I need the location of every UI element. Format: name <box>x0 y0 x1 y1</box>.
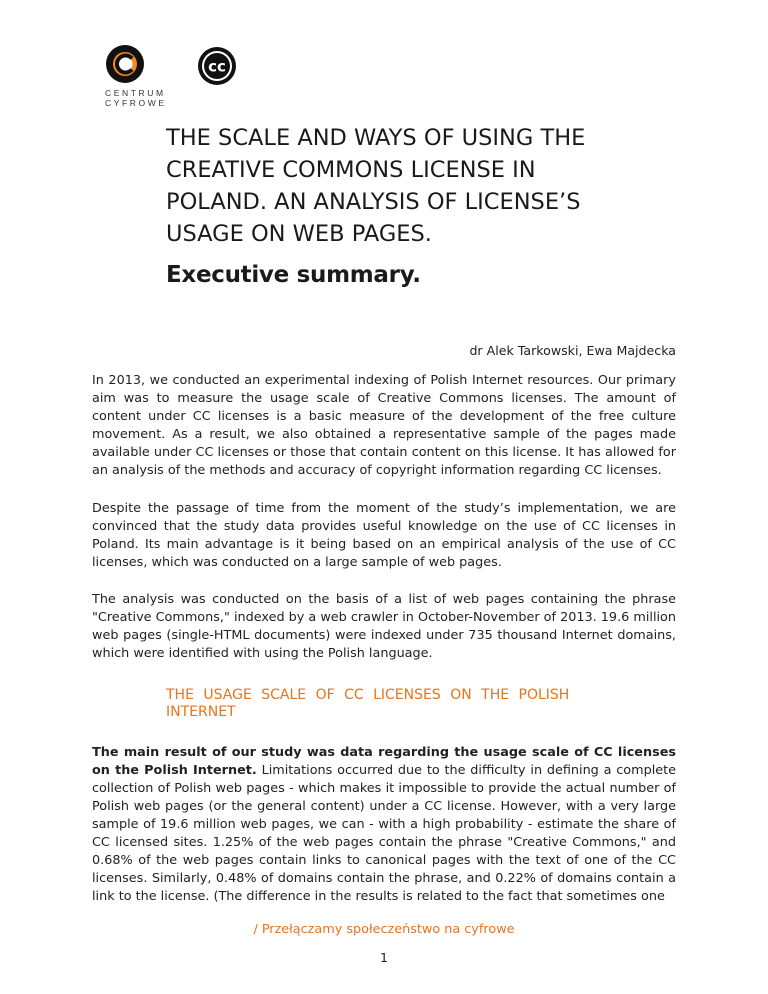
document-title: THE SCALE AND WAYS OF USING THE CREATIVE COMMONS LICENSE IN POLAND. AN ANALYSIS OF LICENSE’S USAGE ON WEB PAGES. <box>166 125 586 247</box>
paragraph-method: The analysis was conducted on the basis of a list of web pages containing the phrase "Creative Commons," indexed by a web crawler in October-November of 2013. 19.6 million web pages (single-HTML documents) were indexed under 735 thousand Internet domains, which were identified with using the Polish language. <box>92 592 676 661</box>
centrum-cyfrowe-logo <box>105 44 165 108</box>
paragraph-main-result-text: Limitations occurred due to the difficulty in defining a complete collection of Polish web pages - which makes it impossible to provide the actual number of Polish web pages (or the general content) under a CC license. However, with a very large sample of 19.6 million web pages, we can - with a high probability - estimate the share of CC licensed sites. 1.25% of the web pages contain the phrase "Creative Commons," and 0.68% of the web pages contain links to canonical pages with the text of one of the CC licenses. Similarly, 0.48% of domains contain the phrase, and 0.22% of domains contain a link to the license. (The difference in the results is related to the fact that sometimes one <box>92 763 677 904</box>
logo-text-line1: CENTRUM <box>105 88 166 98</box>
centrum-cyfrowe-mark-icon <box>105 44 145 84</box>
footer-tagline: / Przełączamy społeczeństwo na cyfrowe <box>253 922 515 937</box>
creative-commons-logo-icon <box>197 46 237 86</box>
section-heading: THE USAGE SCALE OF CC LICENSES ON THE POLISH INTERNET <box>166 687 570 720</box>
paragraph-main-result <box>92 744 676 906</box>
document-subtitle: Executive summary. <box>166 262 421 288</box>
logo-text-line2: CYFROWE <box>105 98 167 108</box>
paragraph-intro: In 2013, we conducted an experimental indexing of Polish Internet resources. Our primary aim was to measure the usage scale of Creative Commons licenses. The amount of content under CC licenses is a basic measure of the development of the free culture movement. As a result, we also obtained a representative sample of the pages made available under CC licenses or those that contain content on this license. It has allowed for an analysis of the methods and accuracy of copyright information regarding CC licenses. <box>92 373 676 478</box>
authors: dr Alek Tarkowski, Ewa Majdecka <box>469 343 676 358</box>
paragraph-main-result-bold: The main result of our study was data regarding the usage scale of CC licenses on the Polish Internet. <box>92 745 676 778</box>
paragraph-relevance: Despite the passage of time from the moment of the study’s implementation, we are convinced that the study data provides useful knowledge on the use of CC licenses in Poland. Its main advantage is it being based on an empirical analysis of the use of CC licenses, which was conducted on a large sample of web pages. <box>92 501 676 570</box>
page-number: 1 <box>380 950 388 965</box>
cc-mark-text: cc <box>208 57 226 76</box>
